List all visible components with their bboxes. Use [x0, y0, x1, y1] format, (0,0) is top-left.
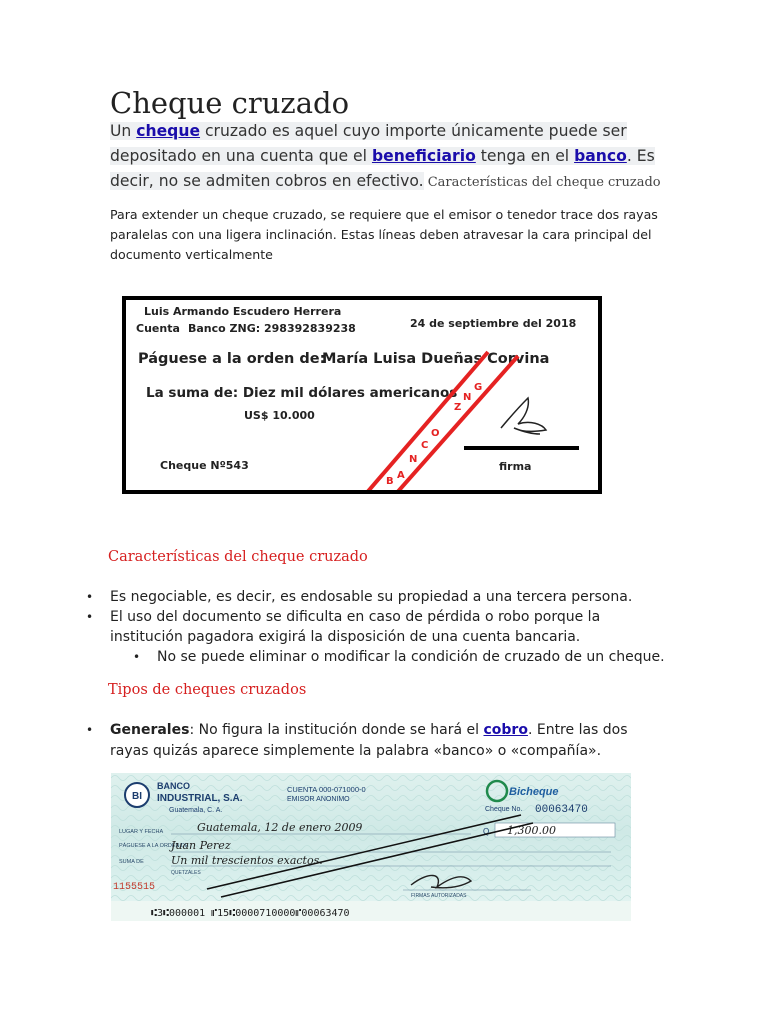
cheque-link[interactable]: cheque	[136, 122, 201, 140]
cheque2-serial: 1155515	[113, 882, 156, 893]
intro-text: . Es decir, no se admiten cobros en efectivo.	[110, 147, 655, 190]
body-paragraph: Para extender un cheque cruzado, se requiere que el emisor o tenedor trace dos rayas paralelas con una ligera inclinación. Estas líneas deben atravesar la cara principal del documento verticalmente	[110, 207, 658, 262]
bank-name-2: INDUSTRIAL, S.A.	[157, 793, 243, 804]
intro-text: Un	[110, 122, 137, 140]
cross-letter: G	[474, 382, 483, 393]
cobro-link[interactable]: cobro	[483, 722, 528, 738]
cross-letter: N	[409, 454, 418, 465]
list-item: • El uso del documento se dificulta en caso de pérdida o robo porque la institución pagadora exigirá la disposición de una cuenta bancaria.	[110, 607, 650, 647]
cheque-sum: La suma de: Diez mil dólares americanos	[146, 385, 458, 401]
cheque-amount: US$ 10.000	[244, 409, 315, 422]
type-description: . Entre las dos rayas quizás aparece simplemente la palabra «banco» o «compañía».	[110, 722, 628, 759]
cheque2-micr: ⑆3⑆000001 ⑈15⑆0000710000⑈00063470	[151, 908, 350, 919]
cross-letter: C	[421, 440, 429, 451]
list-item: • Es negociable, es decir, es endosable su propiedad a una tercera persona.	[110, 587, 650, 607]
cheque2-issuer: EMISOR ANONIMO	[287, 796, 350, 803]
features-sublist	[157, 647, 697, 667]
bank-city: Guatemala, C. A.	[169, 807, 223, 814]
cheque2-payee: Juan Perez	[171, 839, 231, 852]
cheque2-no-label: Cheque No.	[485, 806, 523, 813]
intro-paragraph	[110, 119, 670, 195]
cross-letter: N	[463, 392, 472, 403]
banco-link[interactable]: banco	[574, 147, 627, 165]
cheque2-signatures-label: FIRMAS AUTORIZADAS	[411, 893, 467, 899]
svg-text:BI: BI	[132, 791, 142, 802]
cross-letter: O	[431, 428, 440, 439]
cheque2-amount-label: Q.	[483, 827, 492, 836]
intro-text: cruzado es aquel cuyo importe únicamente puede ser depositado en una cuenta que el	[110, 122, 627, 165]
cheque-payee: María Luisa Dueñas Corvina	[322, 351, 550, 367]
cheque2-number: 00063470	[535, 804, 588, 816]
crossed-cheque-illustration	[122, 296, 602, 494]
bank-logo-icon	[125, 783, 149, 807]
cheque2-quetzales: QUETZALES	[171, 870, 201, 876]
cheque-holder-name: Luis Armando Escudero Herrera	[144, 305, 342, 318]
cheque-account: Banco ZNG: 298392839238	[188, 322, 356, 335]
cheque-crossing-overlay	[126, 300, 598, 490]
types-list	[110, 720, 670, 762]
cheque2-sum: Un mil trescientos exactos.	[171, 854, 323, 867]
cheque-number: Cheque Nº543	[160, 459, 249, 472]
cross-letter: B	[386, 476, 394, 487]
beneficiario-link[interactable]: beneficiario	[371, 147, 476, 165]
intro-text: tenga en el	[475, 147, 575, 165]
type-name: Generales	[110, 722, 190, 738]
list-item: • No se puede eliminar o modificar la condición de cruzado de un cheque.	[157, 647, 697, 667]
section-heading-types: Tipos de cheques cruzados	[108, 682, 307, 698]
cross-line-right	[394, 356, 518, 490]
bank-name-1: BANCO	[157, 781, 190, 791]
signature-scribble	[501, 398, 546, 434]
cheque-date: 24 de septiembre del 2018	[410, 317, 577, 330]
type-description: : No figura la institución donde se hará el	[189, 722, 484, 738]
cheque2-amount: 1,300.00	[507, 824, 556, 837]
cheque2-place: Guatemala, 12 de enero 2009	[197, 821, 363, 834]
bank-cheque-image	[111, 773, 631, 921]
cheque-account-label: Cuenta	[136, 322, 180, 335]
cheque2-account: CUENTA 000-071000-0	[287, 785, 366, 794]
cheque2-payto-label: PÁGUESE A LA ORDEN DE	[119, 843, 189, 849]
cross-line-left	[364, 352, 488, 490]
cross-letter: A	[397, 470, 405, 481]
intro-trailing-heading: Características del cheque cruzado	[423, 175, 661, 190]
section-heading-features: Características del cheque cruzado	[108, 549, 368, 565]
page-title: Cheque cruzado	[110, 86, 350, 120]
cheque2-sum-label: SUMA DE	[119, 859, 144, 865]
cheque2-brand: Bicheque	[509, 786, 559, 798]
cross-letter: Z	[454, 402, 462, 413]
features-list	[110, 587, 650, 647]
bank-cheque-drawing	[111, 773, 631, 921]
signature-label: firma	[499, 460, 532, 473]
cheque2-place-label: LUGAR Y FECHA	[119, 829, 164, 835]
cheque-payee-label: Páguese a la orden de:	[138, 351, 326, 367]
list-item	[110, 720, 670, 762]
